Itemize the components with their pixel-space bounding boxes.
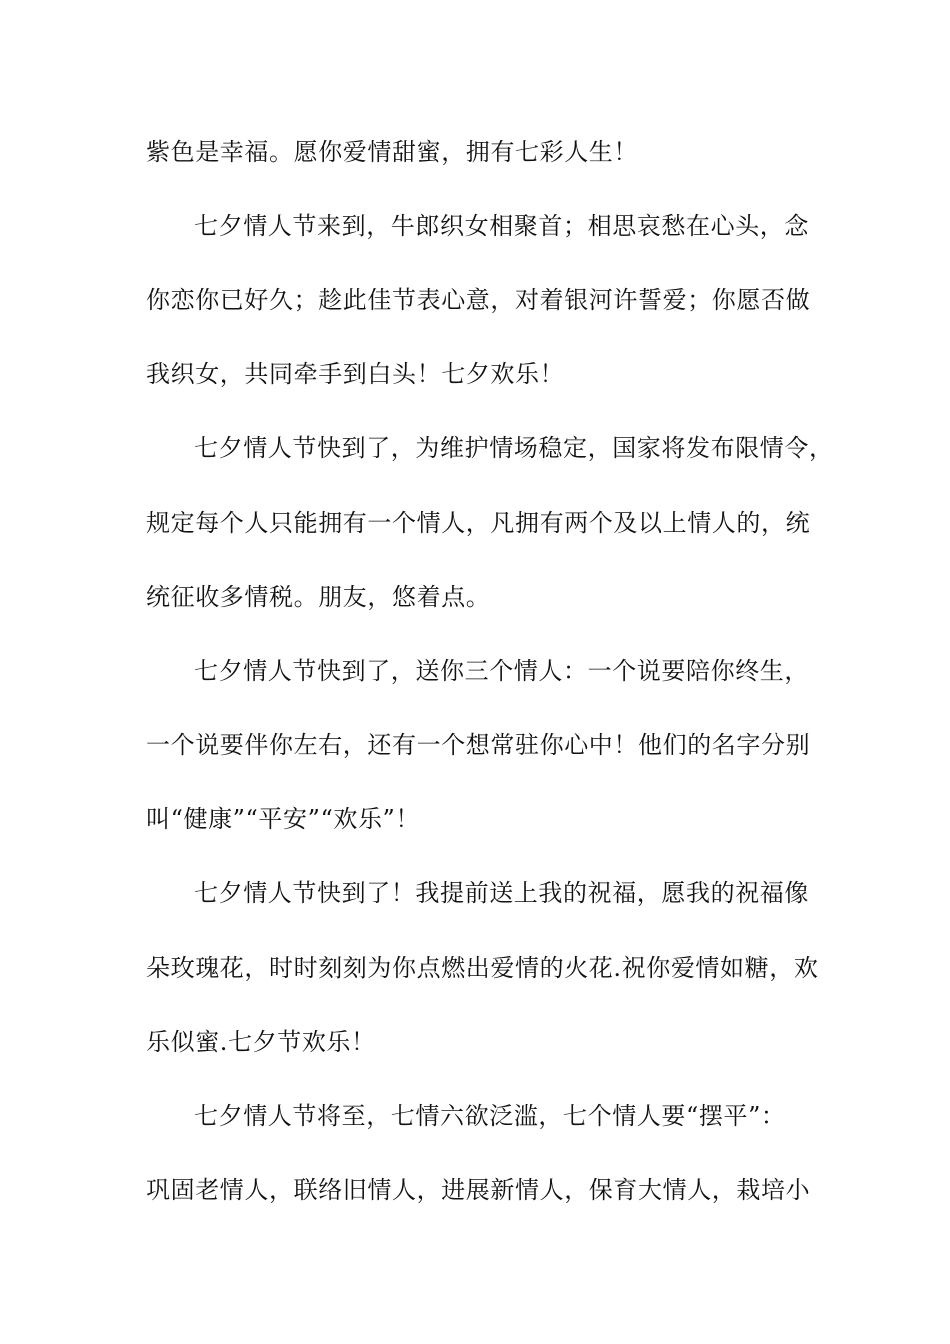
paragraph-first-line: 七夕情人节快到了，送你三个情人：一个说要陪你终生， [194, 657, 809, 685]
text-line: 规定每个人只能拥有一个情人，凡拥有两个及以上情人的，统 [146, 509, 811, 537]
text-line: 紫色是幸福。愿你爱情甜蜜，拥有七彩人生！ [146, 138, 638, 166]
text-line: 你恋你已好久；趁此佳节表心意，对着银河许誓爱；你愿否做 [146, 286, 811, 314]
text-line: 我织女，共同牵手到白头！七夕欢乐！ [146, 360, 565, 388]
text-line: 巩固老情人，联络旧情人，进展新情人，保育大情人，栽培小 [146, 1176, 811, 1204]
text-line: 叫“健康”“平安”“欢乐”！ [146, 805, 421, 833]
paragraph-first-line: 七夕情人节快到了，为维护情场稳定，国家将发布限情令， [194, 434, 834, 462]
text-line: 乐似蜜.七夕节欢乐！ [146, 1028, 376, 1056]
paragraph-first-line: 七夕情人节快到了！我提前送上我的祝福，愿我的祝福像 [194, 879, 809, 907]
paragraph-first-line: 七夕情人节来到，牛郎织女相聚首；相思哀愁在心头，念 [194, 212, 809, 240]
text-line: 统征收多情税。朋友，悠着点。 [146, 583, 491, 611]
paragraph-first-line: 七夕情人节将至，七情六欲泛滥，七个情人要“摆平”： [194, 1102, 786, 1130]
text-line: 一个说要伴你左右，还有一个想常驻你心中！他们的名字分别 [146, 731, 811, 759]
text-line: 朵玫瑰花，时时刻刻为你点燃出爱情的火花.祝你爱情如糖，欢 [146, 954, 819, 982]
